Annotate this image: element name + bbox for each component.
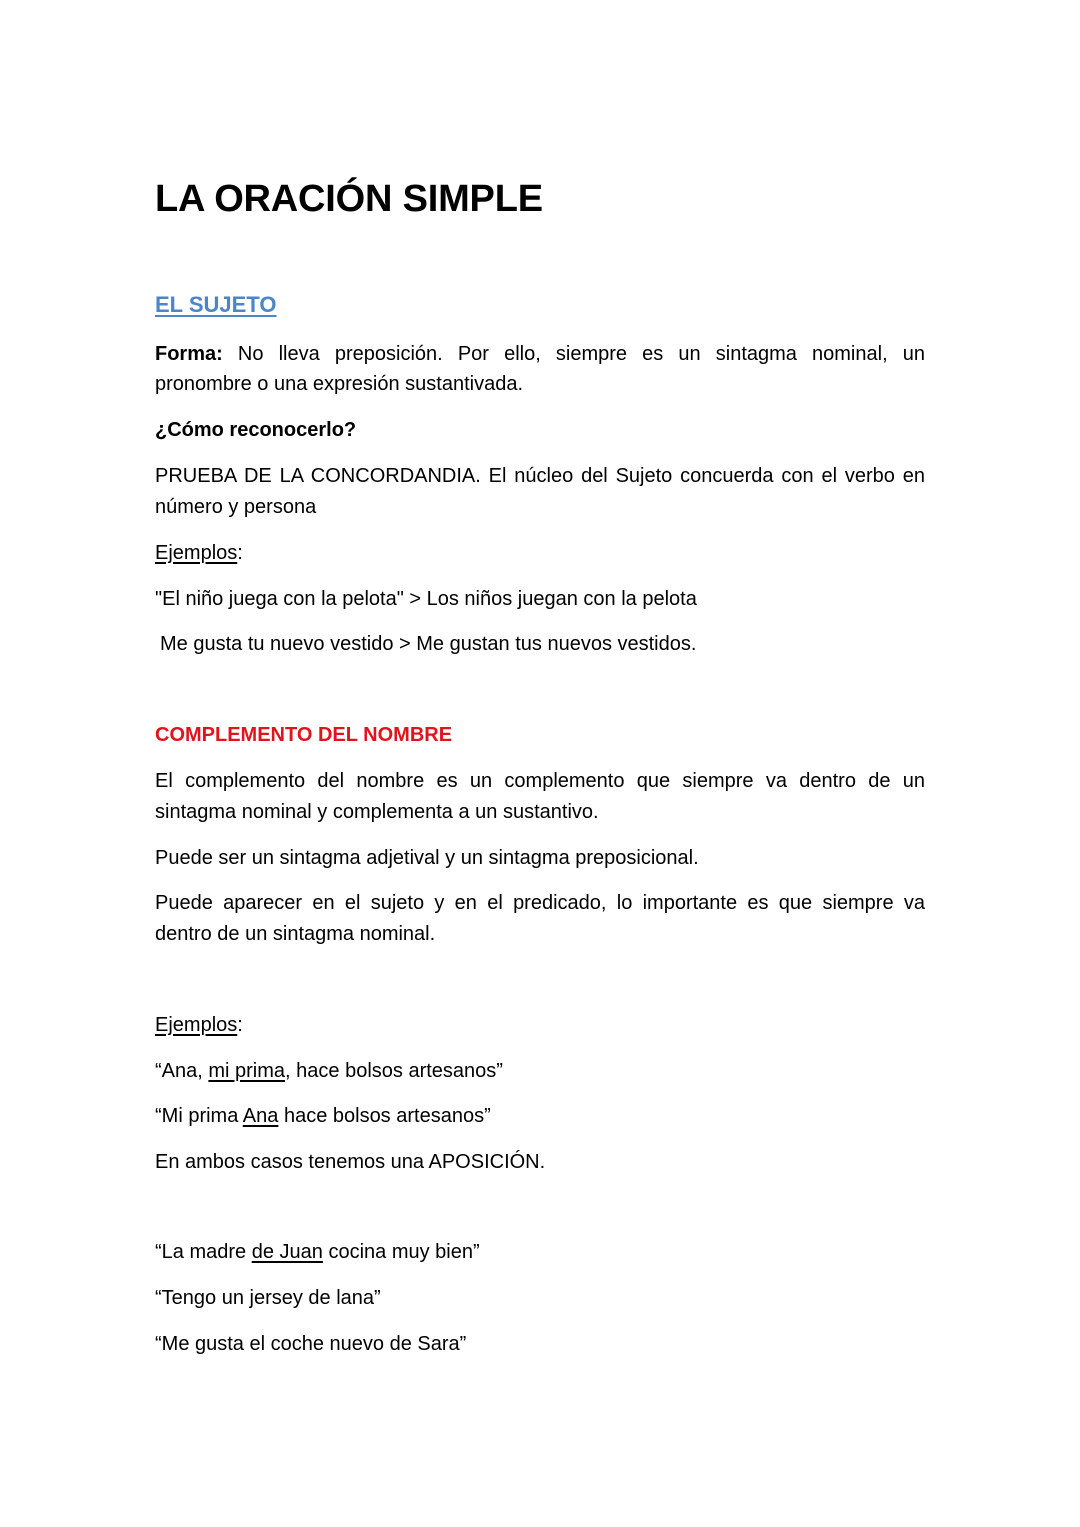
prueba-paragraph-line-2: número y persona bbox=[155, 496, 317, 518]
complemento-def-line-2: sintagma nominal y complementa a un sustantivo. bbox=[155, 801, 599, 823]
page-title: LA ORACIÓN SIMPLE bbox=[155, 178, 543, 220]
example-text: “Mi prima bbox=[155, 1105, 243, 1127]
sujeto-example-1: "El niño juega con la pelota" > Los niños juegan con la pelota bbox=[155, 588, 697, 610]
puede-aparecer-line-1: Puede aparecer en el sujeto y en el predicado, lo importante es que siempre va bbox=[155, 892, 925, 914]
forma-text: No lleva preposición. Por ello, siempre es un sintagma nominal, un bbox=[237, 343, 925, 365]
puede-aparecer-line-2: dentro de un sintagma nominal. bbox=[155, 923, 436, 945]
example-text: “Ana, bbox=[155, 1060, 209, 1082]
ejemplos-label-sujeto bbox=[155, 538, 243, 568]
example-text: hace bolsos artesanos” bbox=[278, 1105, 491, 1127]
complemento-example-2 bbox=[155, 1101, 491, 1131]
forma-paragraph-line-2: pronombre o una expresión sustantivada. bbox=[155, 373, 524, 395]
question-heading: ¿Cómo reconocerlo? bbox=[155, 419, 357, 441]
complemento-example-1 bbox=[155, 1056, 503, 1086]
example-text: , hace bolsos artesanos” bbox=[285, 1060, 503, 1082]
complemento-example-5: “Me gusta el coche nuevo de Sara” bbox=[155, 1333, 467, 1355]
ejemplos-colon: : bbox=[237, 542, 243, 564]
section-heading-sujeto: EL SUJETO bbox=[155, 292, 277, 317]
ejemplos-word: Ejemplos bbox=[155, 542, 238, 564]
underlined-complement: mi prima bbox=[208, 1060, 286, 1082]
aposicion-note: En ambos casos tenemos una APOSICIÓN. bbox=[155, 1151, 546, 1173]
complemento-example-3 bbox=[155, 1237, 480, 1267]
underlined-complement: Ana bbox=[242, 1105, 279, 1127]
prueba-paragraph-line-1: PRUEBA DE LA CONCORDANDIA. El núcleo del Sujeto concuerda con el verbo en bbox=[155, 465, 925, 487]
ejemplos-colon: : bbox=[237, 1014, 243, 1036]
ejemplos-word: Ejemplos bbox=[155, 1014, 238, 1036]
ejemplos-label-complemento bbox=[155, 1010, 243, 1040]
underlined-complement: de Juan bbox=[251, 1241, 323, 1263]
example-text: cocina muy bien” bbox=[322, 1241, 480, 1263]
forma-paragraph-line-1 bbox=[155, 339, 925, 369]
complemento-example-4: “Tengo un jersey de lana” bbox=[155, 1287, 381, 1309]
complemento-def-line-1: El complemento del nombre es un complemento que siempre va dentro de un bbox=[155, 770, 925, 792]
section-heading-complemento: COMPLEMENTO DEL NOMBRE bbox=[155, 724, 453, 746]
example-text: “La madre bbox=[155, 1241, 252, 1263]
puede-ser-line: Puede ser un sintagma adjetival y un sintagma preposicional. bbox=[155, 847, 699, 869]
sujeto-example-2: Me gusta tu nuevo vestido > Me gustan tus nuevos vestidos. bbox=[160, 633, 697, 655]
forma-label: Forma: bbox=[155, 343, 223, 365]
